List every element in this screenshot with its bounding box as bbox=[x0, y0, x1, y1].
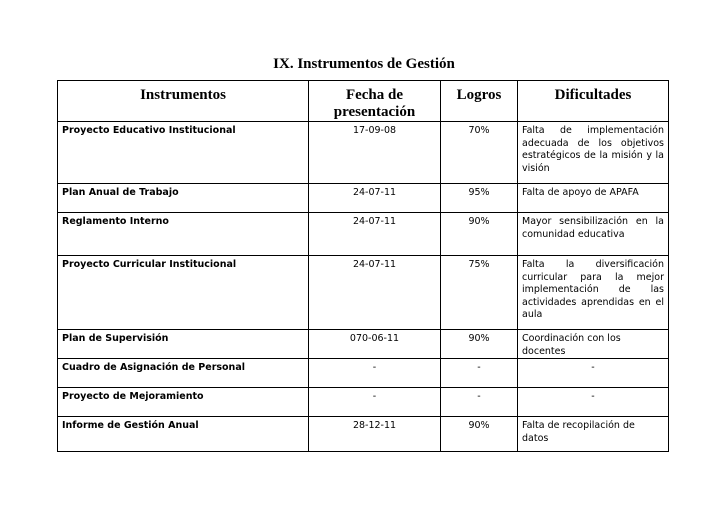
header-instrumentos: Instrumentos bbox=[58, 81, 309, 122]
cell-fecha: 24-07-11 bbox=[309, 213, 441, 256]
header-dificultades: Dificultades bbox=[518, 81, 669, 122]
table-row bbox=[58, 330, 669, 359]
cell-instrumento: Proyecto Educativo Institucional bbox=[58, 122, 309, 184]
cell-instrumento: Proyecto de Mejoramiento bbox=[58, 388, 309, 417]
table-header-row bbox=[58, 81, 669, 122]
header-logros: Logros bbox=[441, 81, 518, 122]
table-row bbox=[58, 184, 669, 213]
cell-fecha: 24-07-11 bbox=[309, 256, 441, 330]
cell-logros: 95% bbox=[441, 184, 518, 213]
section-title: IX. Instrumentos de Gestión bbox=[273, 56, 455, 72]
table-row bbox=[58, 122, 669, 184]
cell-instrumento: Cuadro de Asignación de Personal bbox=[58, 359, 309, 388]
table-row bbox=[58, 256, 669, 330]
cell-logros: - bbox=[441, 359, 518, 388]
cell-instrumento: Informe de Gestión Anual bbox=[58, 417, 309, 452]
cell-fecha: 17-09-08 bbox=[309, 122, 441, 184]
cell-dificultades: - bbox=[518, 359, 669, 388]
cell-fecha: - bbox=[309, 388, 441, 417]
cell-dificultades: Mayor sensibilización en la comunidad educativa bbox=[518, 213, 669, 256]
cell-logros: 75% bbox=[441, 256, 518, 330]
table-row bbox=[58, 213, 669, 256]
cell-fecha: 070-06-11 bbox=[309, 330, 441, 359]
table-row bbox=[58, 359, 669, 388]
table-row bbox=[58, 388, 669, 417]
cell-logros: - bbox=[441, 388, 518, 417]
cell-dificultades: Coordinación con los docentes bbox=[518, 330, 669, 359]
table-row bbox=[58, 417, 669, 452]
cell-logros: 90% bbox=[441, 417, 518, 452]
header-fecha: Fecha de presentación bbox=[309, 81, 441, 122]
cell-logros: 90% bbox=[441, 213, 518, 256]
cell-fecha: 24-07-11 bbox=[309, 184, 441, 213]
cell-dificultades: Falta de apoyo de APAFA bbox=[518, 184, 669, 213]
cell-logros: 90% bbox=[441, 330, 518, 359]
cell-dificultades: - bbox=[518, 388, 669, 417]
cell-fecha: 28-12-11 bbox=[309, 417, 441, 452]
cell-fecha: - bbox=[309, 359, 441, 388]
cell-dificultades: Falta de implementación adecuada de los objetivos estratégicos de la misión y la visión bbox=[518, 122, 669, 184]
cell-instrumento: Plan Anual de Trabajo bbox=[58, 184, 309, 213]
cell-logros: 70% bbox=[441, 122, 518, 184]
cell-instrumento: Plan de Supervisión bbox=[58, 330, 309, 359]
cell-dificultades: Falta de recopilación de datos bbox=[518, 417, 669, 452]
cell-dificultades: Falta la diversificación curricular para la mejor implementación de las actividades aprendidas en el aula bbox=[518, 256, 669, 330]
instrumentos-table bbox=[57, 80, 669, 452]
cell-instrumento: Reglamento Interno bbox=[58, 213, 309, 256]
cell-instrumento: Proyecto Curricular Institucional bbox=[58, 256, 309, 330]
